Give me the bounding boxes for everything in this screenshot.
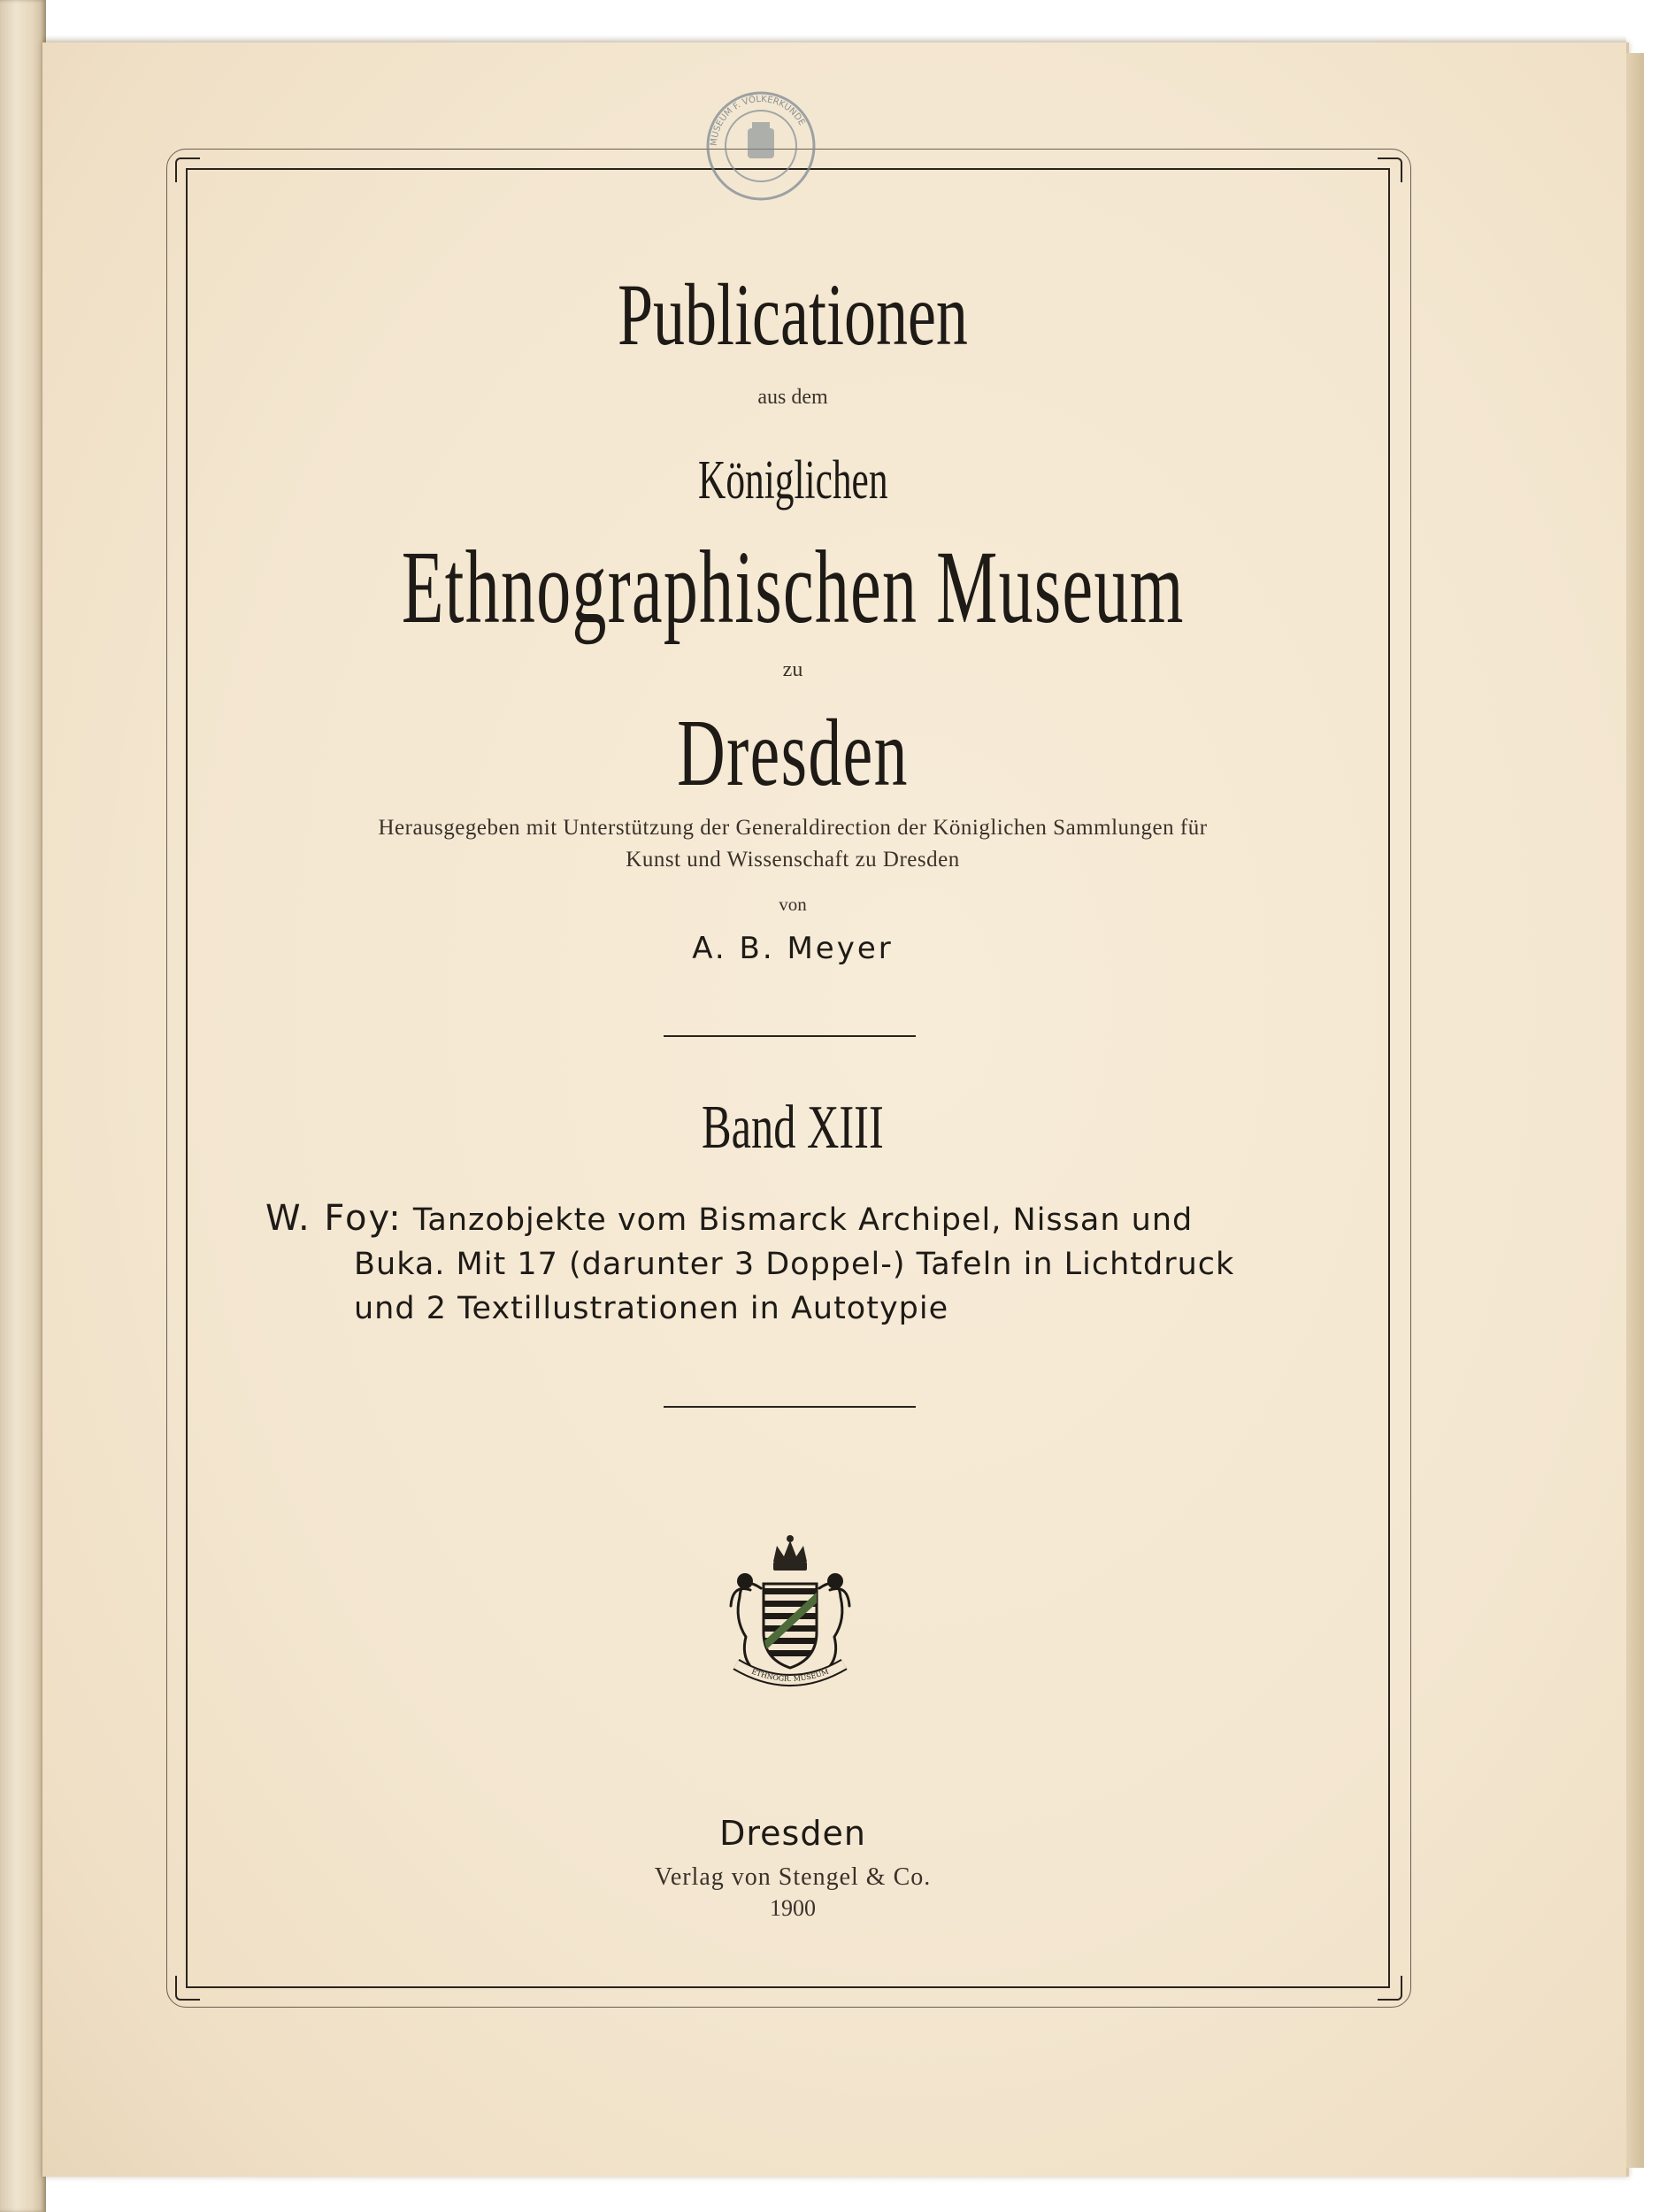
frame-corner-bottom-right: [1378, 1976, 1402, 2001]
frame-corner-top-left: [175, 157, 200, 182]
title-dresden: Dresden: [677, 701, 909, 806]
coat-of-arms-label: ETHNOGR. MUSEUM: [750, 1667, 830, 1684]
title-publicationen: Publicationen: [618, 265, 968, 364]
contents-line1: [265, 1196, 1327, 1242]
contents-line3: und 2 Textillustrationen in Autotypie: [354, 1291, 949, 1326]
editorial-note: [0, 812, 1586, 876]
divider-rule-top: [664, 1035, 916, 1037]
title-connector-zu: zu: [782, 658, 803, 681]
editorial-note-line2: Kunst und Wissenschaft zu Dresden: [626, 848, 960, 872]
library-stamp-icon: [703, 88, 818, 204]
title-ethnographischen-museum: Ethnographischen Museum: [401, 529, 1185, 645]
divider-rule-bottom: [664, 1406, 916, 1408]
coat-of-arms-icon: [715, 1535, 865, 1694]
imprint-city: Dresden: [719, 1814, 866, 1853]
page-fore-edge: [1626, 53, 1644, 2168]
frame-corner-bottom-left: [175, 1976, 200, 2001]
editorial-note-line1: Herausgegeben mit Unterstützung der Generaldirection der Königlichen Sammlungen für: [378, 816, 1208, 840]
imprint-year: 1900: [770, 1895, 816, 1921]
contents-author: W. Foy:: [265, 1198, 403, 1239]
contents-line2: Buka. Mit 17 (darunter 3 Doppel-) Tafeln in Lichtdruck: [354, 1247, 1235, 1282]
frame-corner-top-right: [1378, 157, 1402, 182]
volume-contents: [265, 1196, 1327, 1331]
inner-frame: [186, 168, 1390, 1988]
volume-title: Band XIII: [702, 1094, 884, 1162]
title-koeniglichen: Königlichen: [697, 450, 888, 511]
imprint-publisher: Verlag von Stengel & Co.: [654, 1863, 932, 1891]
editor-prefix: von: [779, 894, 807, 915]
contents-title-part1: Tanzobjekte vom Bismarck Archipel, Nissan und: [412, 1202, 1194, 1238]
title-connector-aus-dem: aus dem: [757, 386, 828, 409]
editor-name: A. B. Meyer: [692, 931, 894, 966]
stamp-label: MUSEUM F. VÖLKERKUNDE: [709, 94, 807, 147]
